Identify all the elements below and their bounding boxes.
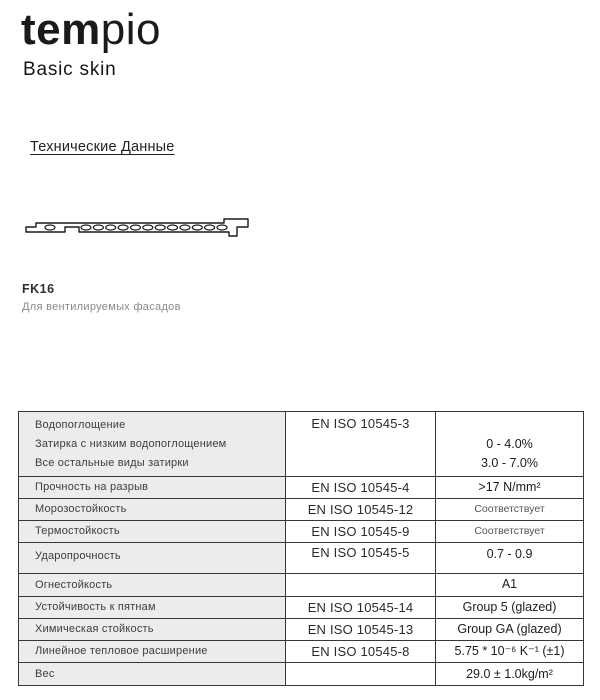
- property-cell: [19, 597, 286, 619]
- value-cell: [436, 619, 584, 641]
- value-cell: [436, 641, 584, 663]
- table-row: [19, 477, 584, 499]
- standard-cell: EN ISO 10545-4: [286, 477, 436, 499]
- property-label: Линейное тепловое расширение: [35, 645, 208, 657]
- product-description: Для вентилируемых фасадов: [22, 301, 181, 313]
- standard-cell: EN ISO 10545-13: [286, 619, 436, 641]
- property-label: Прочность на разрыв: [35, 481, 149, 493]
- property-label: Вес: [35, 667, 55, 680]
- value-cell: [436, 521, 584, 543]
- value-cell: [436, 597, 584, 619]
- value-text: Соответствует: [474, 525, 545, 537]
- property-label: Устойчивость к пятнам: [35, 601, 156, 613]
- value-text: Group GA (glazed): [457, 622, 562, 636]
- property-cell: [19, 641, 286, 663]
- value-text: >17 N/mm²: [478, 480, 541, 494]
- table-row: [19, 663, 584, 686]
- property-label: Огнестойкость: [35, 578, 113, 591]
- property-label: Химическая стойкость: [35, 623, 154, 635]
- property-label: Ударопрочность: [35, 550, 121, 562]
- property-label: Все остальные виды затирки: [35, 457, 189, 469]
- value-text: 3.0 - 7.0%: [481, 456, 538, 470]
- standard-cell: [286, 574, 436, 597]
- table-row: [19, 499, 584, 521]
- table-row: [19, 521, 584, 543]
- value-text: 5.75 * 10⁻⁶ K⁻¹ (±1): [454, 644, 565, 658]
- property-cell: [19, 499, 286, 521]
- value-cell: [436, 477, 584, 499]
- table-row: [19, 641, 584, 663]
- value-cell: [436, 574, 584, 597]
- property-label: Затирка с низким водопоглощением: [35, 438, 227, 450]
- value-text: [440, 416, 579, 435]
- brand-logo: [21, 6, 161, 54]
- value-cell: [436, 663, 584, 686]
- product-line-title: Basic skin: [23, 59, 117, 80]
- value-cell: [436, 499, 584, 521]
- logo-text-light: pio: [100, 5, 161, 54]
- property-cell: [19, 477, 286, 499]
- technical-data-table: [18, 411, 584, 686]
- logo-text-bold: tem: [21, 5, 101, 54]
- value-text: 0.7 - 0.9: [486, 547, 533, 561]
- table-row: [19, 597, 584, 619]
- value-text: Group 5 (glazed): [462, 600, 557, 614]
- section-heading: Технические Данные: [30, 139, 175, 155]
- product-code: FK16: [22, 282, 55, 296]
- value-cell: [436, 412, 584, 477]
- property-cell: [19, 619, 286, 641]
- value-cell: [436, 543, 584, 574]
- panel-cross-section-icon: [22, 214, 250, 244]
- table-row: [19, 543, 584, 574]
- value-text: 29.0 ± 1.0kg/m²: [466, 667, 553, 681]
- panel-profile-drawing: [22, 214, 250, 244]
- table-row: [19, 619, 584, 641]
- property-label: Морозостойкость: [35, 503, 127, 515]
- standard-cell: EN ISO 10545-9: [286, 521, 436, 543]
- standard-cell: [286, 663, 436, 686]
- standard-cell: EN ISO 10545-12: [286, 499, 436, 521]
- property-cell: [19, 543, 286, 574]
- table-row: [19, 412, 584, 477]
- standard-cell: EN ISO 10545-14: [286, 597, 436, 619]
- property-cell: [19, 574, 286, 597]
- property-label: Термостойкость: [35, 525, 120, 537]
- standard-cell: EN ISO 10545-5: [286, 543, 436, 574]
- property-cell: [19, 412, 286, 477]
- property-label: Водопоглощение: [35, 419, 126, 431]
- table-row: [19, 574, 584, 597]
- property-cell: [19, 521, 286, 543]
- standard-cell: EN ISO 10545-8: [286, 641, 436, 663]
- property-cell: [19, 663, 286, 686]
- standard-cell: EN ISO 10545-3: [286, 412, 436, 477]
- value-text: Соответствует: [474, 503, 545, 515]
- value-text: A1: [501, 577, 518, 591]
- value-text: 0 - 4.0%: [486, 437, 533, 451]
